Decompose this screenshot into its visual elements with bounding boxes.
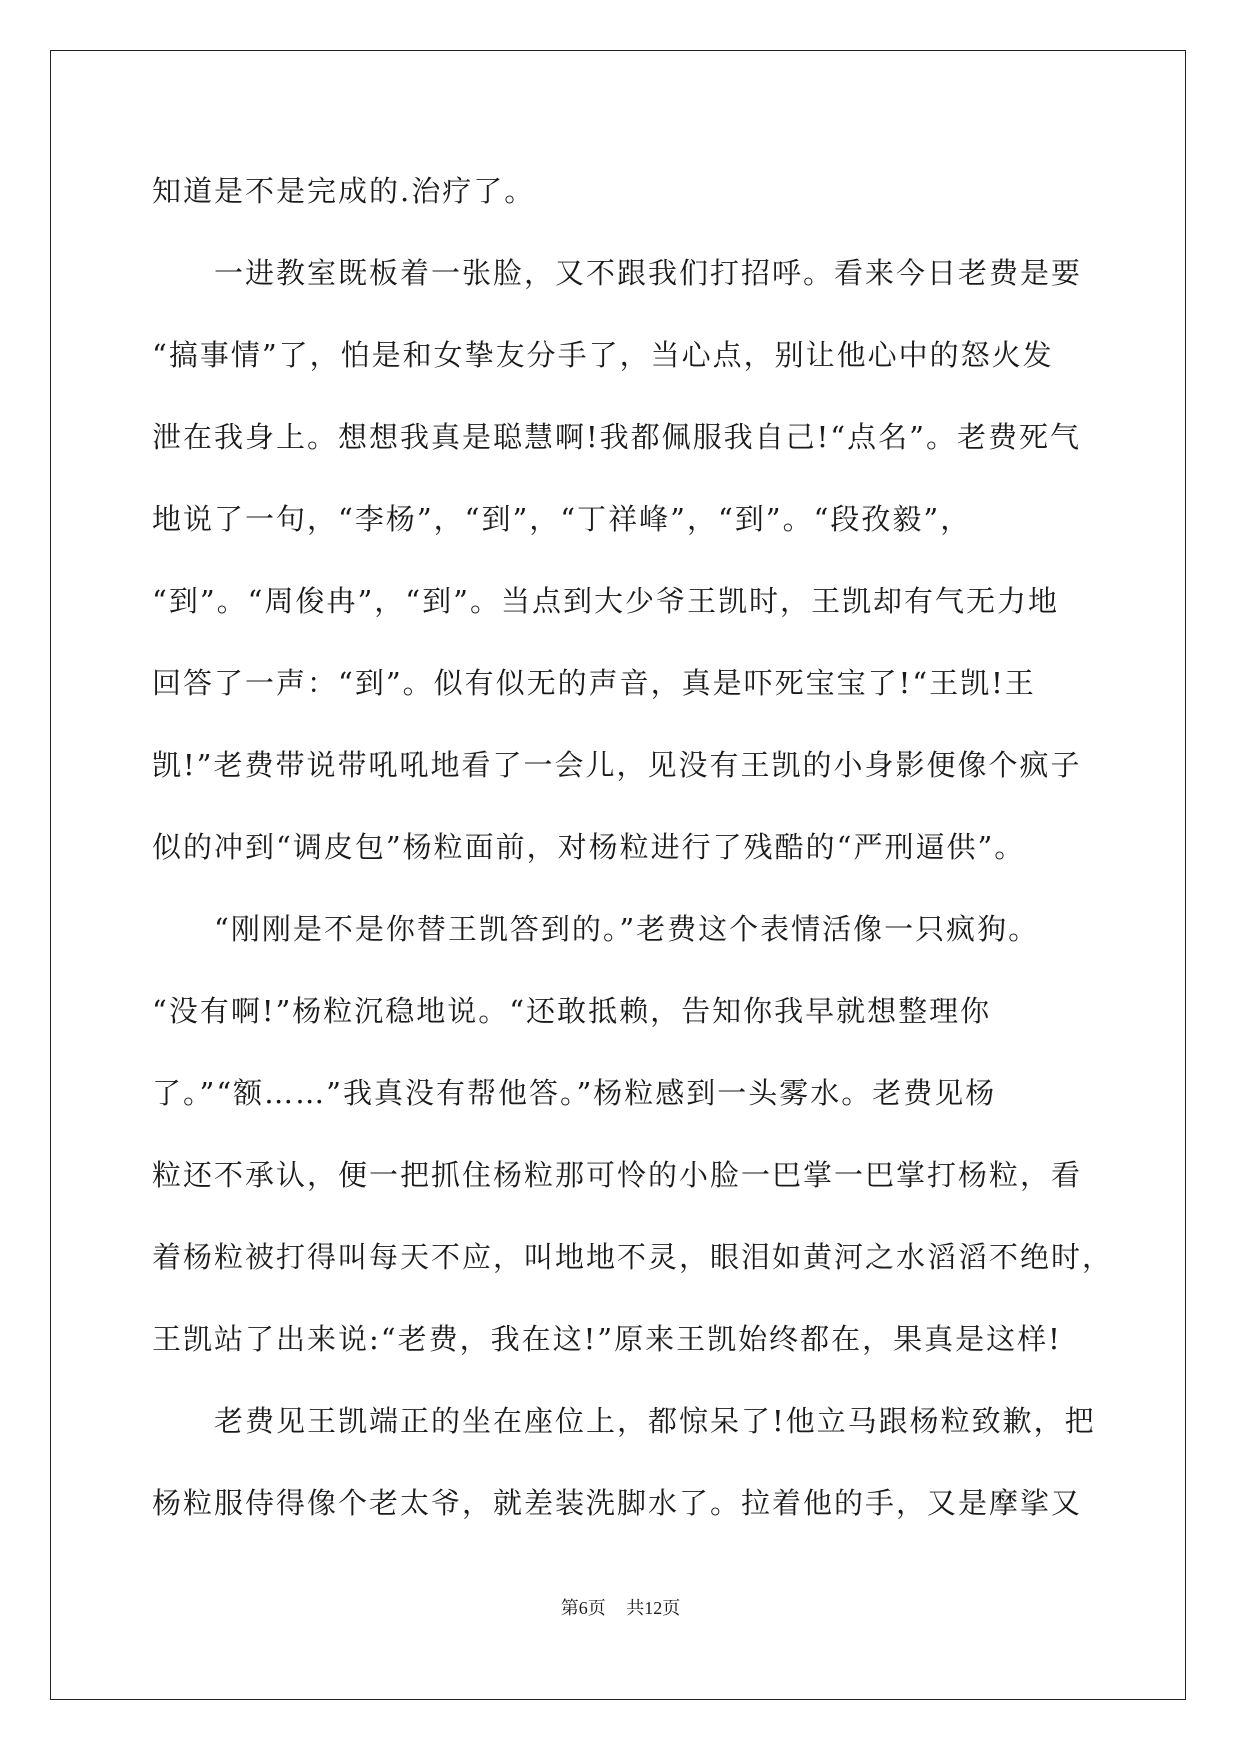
- text-line: “刚刚是不是你替王凯答到的。”老费这个表情活像一只疯狗。: [152, 912, 1040, 946]
- text-line: 知道是不是完成的.治疗了。: [152, 174, 536, 208]
- text-line: 王凯站了出来说:“老费，我在这!”原来王凯始终都在，果真是这样!: [152, 1322, 1062, 1356]
- text-line: 回答了一声：“到”。似有似无的声音，真是吓死宝宝了!“王凯!王: [152, 666, 1036, 700]
- text-line: 着杨粒被打得叫每天不应，叫地地不灵，眼泪如黄河之水滔滔不绝时，: [152, 1240, 1114, 1274]
- page-number: 第6页: [560, 1598, 606, 1618]
- text-line: 一进教室既板着一张脸，又不跟我们打招呼。看来今日老费是要: [152, 256, 1083, 290]
- text-line: 杨粒服侍得像个老太爷，就差装洗脚水了。拉着他的手，又是摩挲又: [152, 1486, 1083, 1520]
- text-line: 似的冲到“调皮包”杨粒面前，对杨粒进行了残酷的“严刑逼供”。: [152, 830, 1026, 864]
- text-line: 粒还不承认，便一把抓住杨粒那可怜的小脸一巴掌一巴掌打杨粒，看: [152, 1158, 1083, 1192]
- page-footer: [0, 1594, 1241, 1620]
- page-total: 共12页: [626, 1598, 681, 1618]
- text-line: “没有啊!”杨粒沉稳地说。“还敢抵赖，告知你我早就想整理你: [152, 994, 992, 1028]
- text-line: “到”。“周俊冉”，“到”。当点到大少爷王凯时，王凯却有气无力地: [152, 584, 1059, 618]
- text-line: 了。”“额……”我真没有帮他答。”杨粒感到一头雾水。老费见杨: [152, 1076, 997, 1110]
- text-line: 老费见王凯端正的坐在座位上，都惊呆了!他立马跟杨粒致歉，把: [152, 1404, 1096, 1438]
- text-line: “搞事情”了，怕是和女挚友分手了，当心点，别让他心中的怒火发: [152, 338, 1054, 372]
- document-body: [152, 150, 1114, 1544]
- text-line: 泄在我身上。想想我真是聪慧啊!我都佩服我自己!“点名”。老费死气: [152, 420, 1081, 454]
- text-line: 地说了一句，“李杨”，“到”，“丁祥峰”，“到”。“段孜毅”，: [152, 502, 972, 536]
- text-line: 凯!”老费带说带吼吼地看了一会儿，见没有王凯的小身影便像个疯子: [152, 748, 1082, 782]
